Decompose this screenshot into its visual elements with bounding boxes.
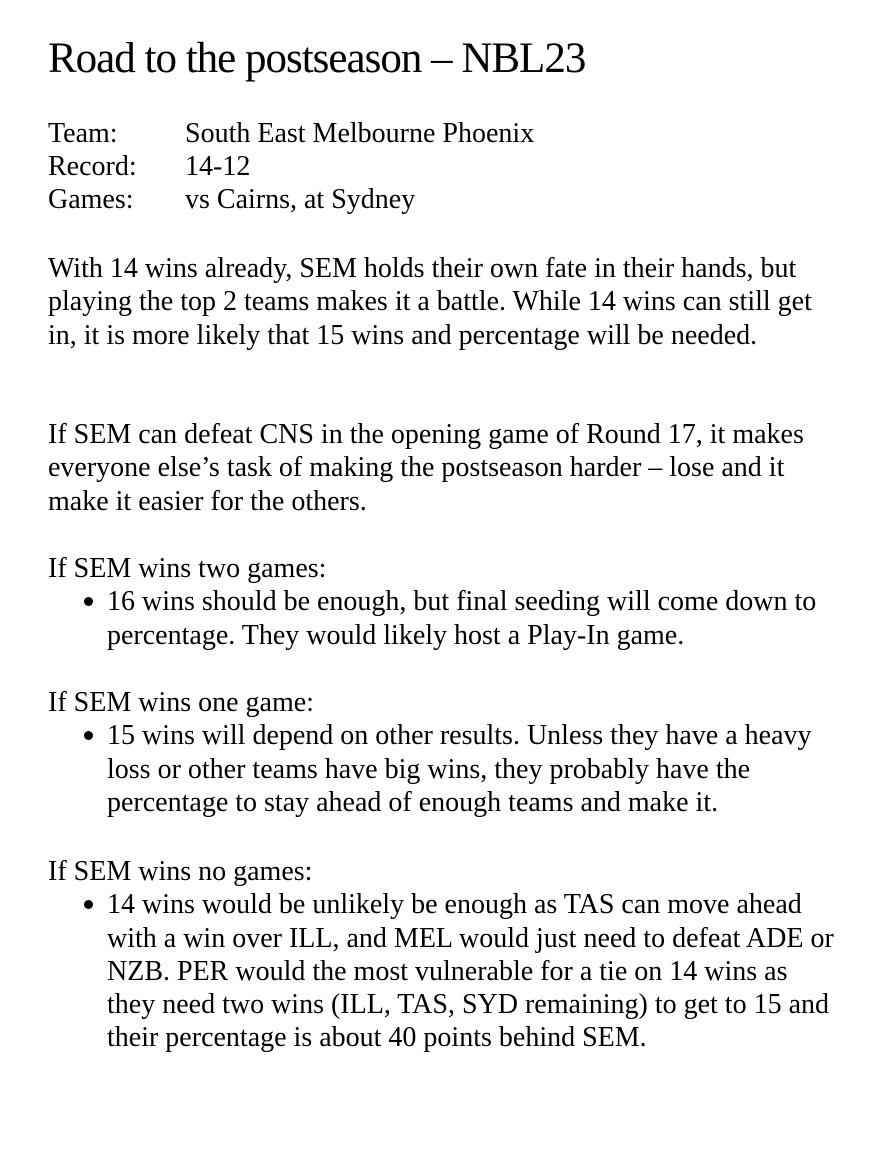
intro-paragraph: With 14 wins already, SEM holds their own fate in their hands, but playing the top 2 teams makes it a battle. While 14 wins can still get in, it is more likely that 15 wins and percentage will be needed. xyxy=(48,253,812,351)
scenario-heading: If SEM wins no games: xyxy=(48,856,313,887)
scenario-bullet-item xyxy=(48,585,837,652)
page-title: Road to the postseason – NBL23 xyxy=(48,35,586,82)
record-row xyxy=(48,150,534,183)
games-row xyxy=(48,183,534,216)
scenario-two-wins xyxy=(48,552,848,652)
team-info xyxy=(48,117,534,216)
record-label: Record: xyxy=(48,151,137,182)
bullet-icon xyxy=(84,731,93,740)
games-label: Games: xyxy=(48,184,134,215)
scenario-bullet-item xyxy=(48,719,837,819)
scenario-no-wins xyxy=(48,855,848,1055)
bullet-icon xyxy=(84,597,93,606)
team-value: South East Melbourne Phoenix xyxy=(185,118,535,149)
team-row xyxy=(48,117,534,150)
scenario-bullet-text: 14 wins would be unlikely be enough as TAS can move ahead with a win over ILL, and MEL would just need to defeat ADE or NZB. PER would the most vulnerable for a tie on 14 wins as they need two wins (ILL, TAS, SYD remaining) to get to 15 and their percentage is about 40 points behind SEM. xyxy=(107,889,834,1054)
scenario-one-win xyxy=(48,686,848,819)
scenario-heading: If SEM wins two games: xyxy=(48,553,327,584)
scenario-bullet-text: 16 wins should be enough, but final seeding will come down to percentage. They would likely host a Play-In game. xyxy=(107,586,817,651)
scenario-bullet-item xyxy=(48,888,837,1054)
scenario-heading: If SEM wins one game: xyxy=(48,687,314,718)
games-value: vs Cairns, at Sydney xyxy=(185,184,416,215)
record-value: 14-12 xyxy=(185,151,251,182)
round-17-paragraph: If SEM can defeat CNS in the opening game of Round 17, it makes everyone else’s task of making the postseason harder – lose and it make it easier for the others. xyxy=(48,419,804,517)
bullet-icon xyxy=(84,900,93,909)
scenario-bullet-text: 15 wins will depend on other results. Unless they have a heavy loss or other teams have big wins, they probably have the percentage to stay ahead of enough teams and make it. xyxy=(107,720,812,818)
team-label: Team: xyxy=(48,118,118,149)
